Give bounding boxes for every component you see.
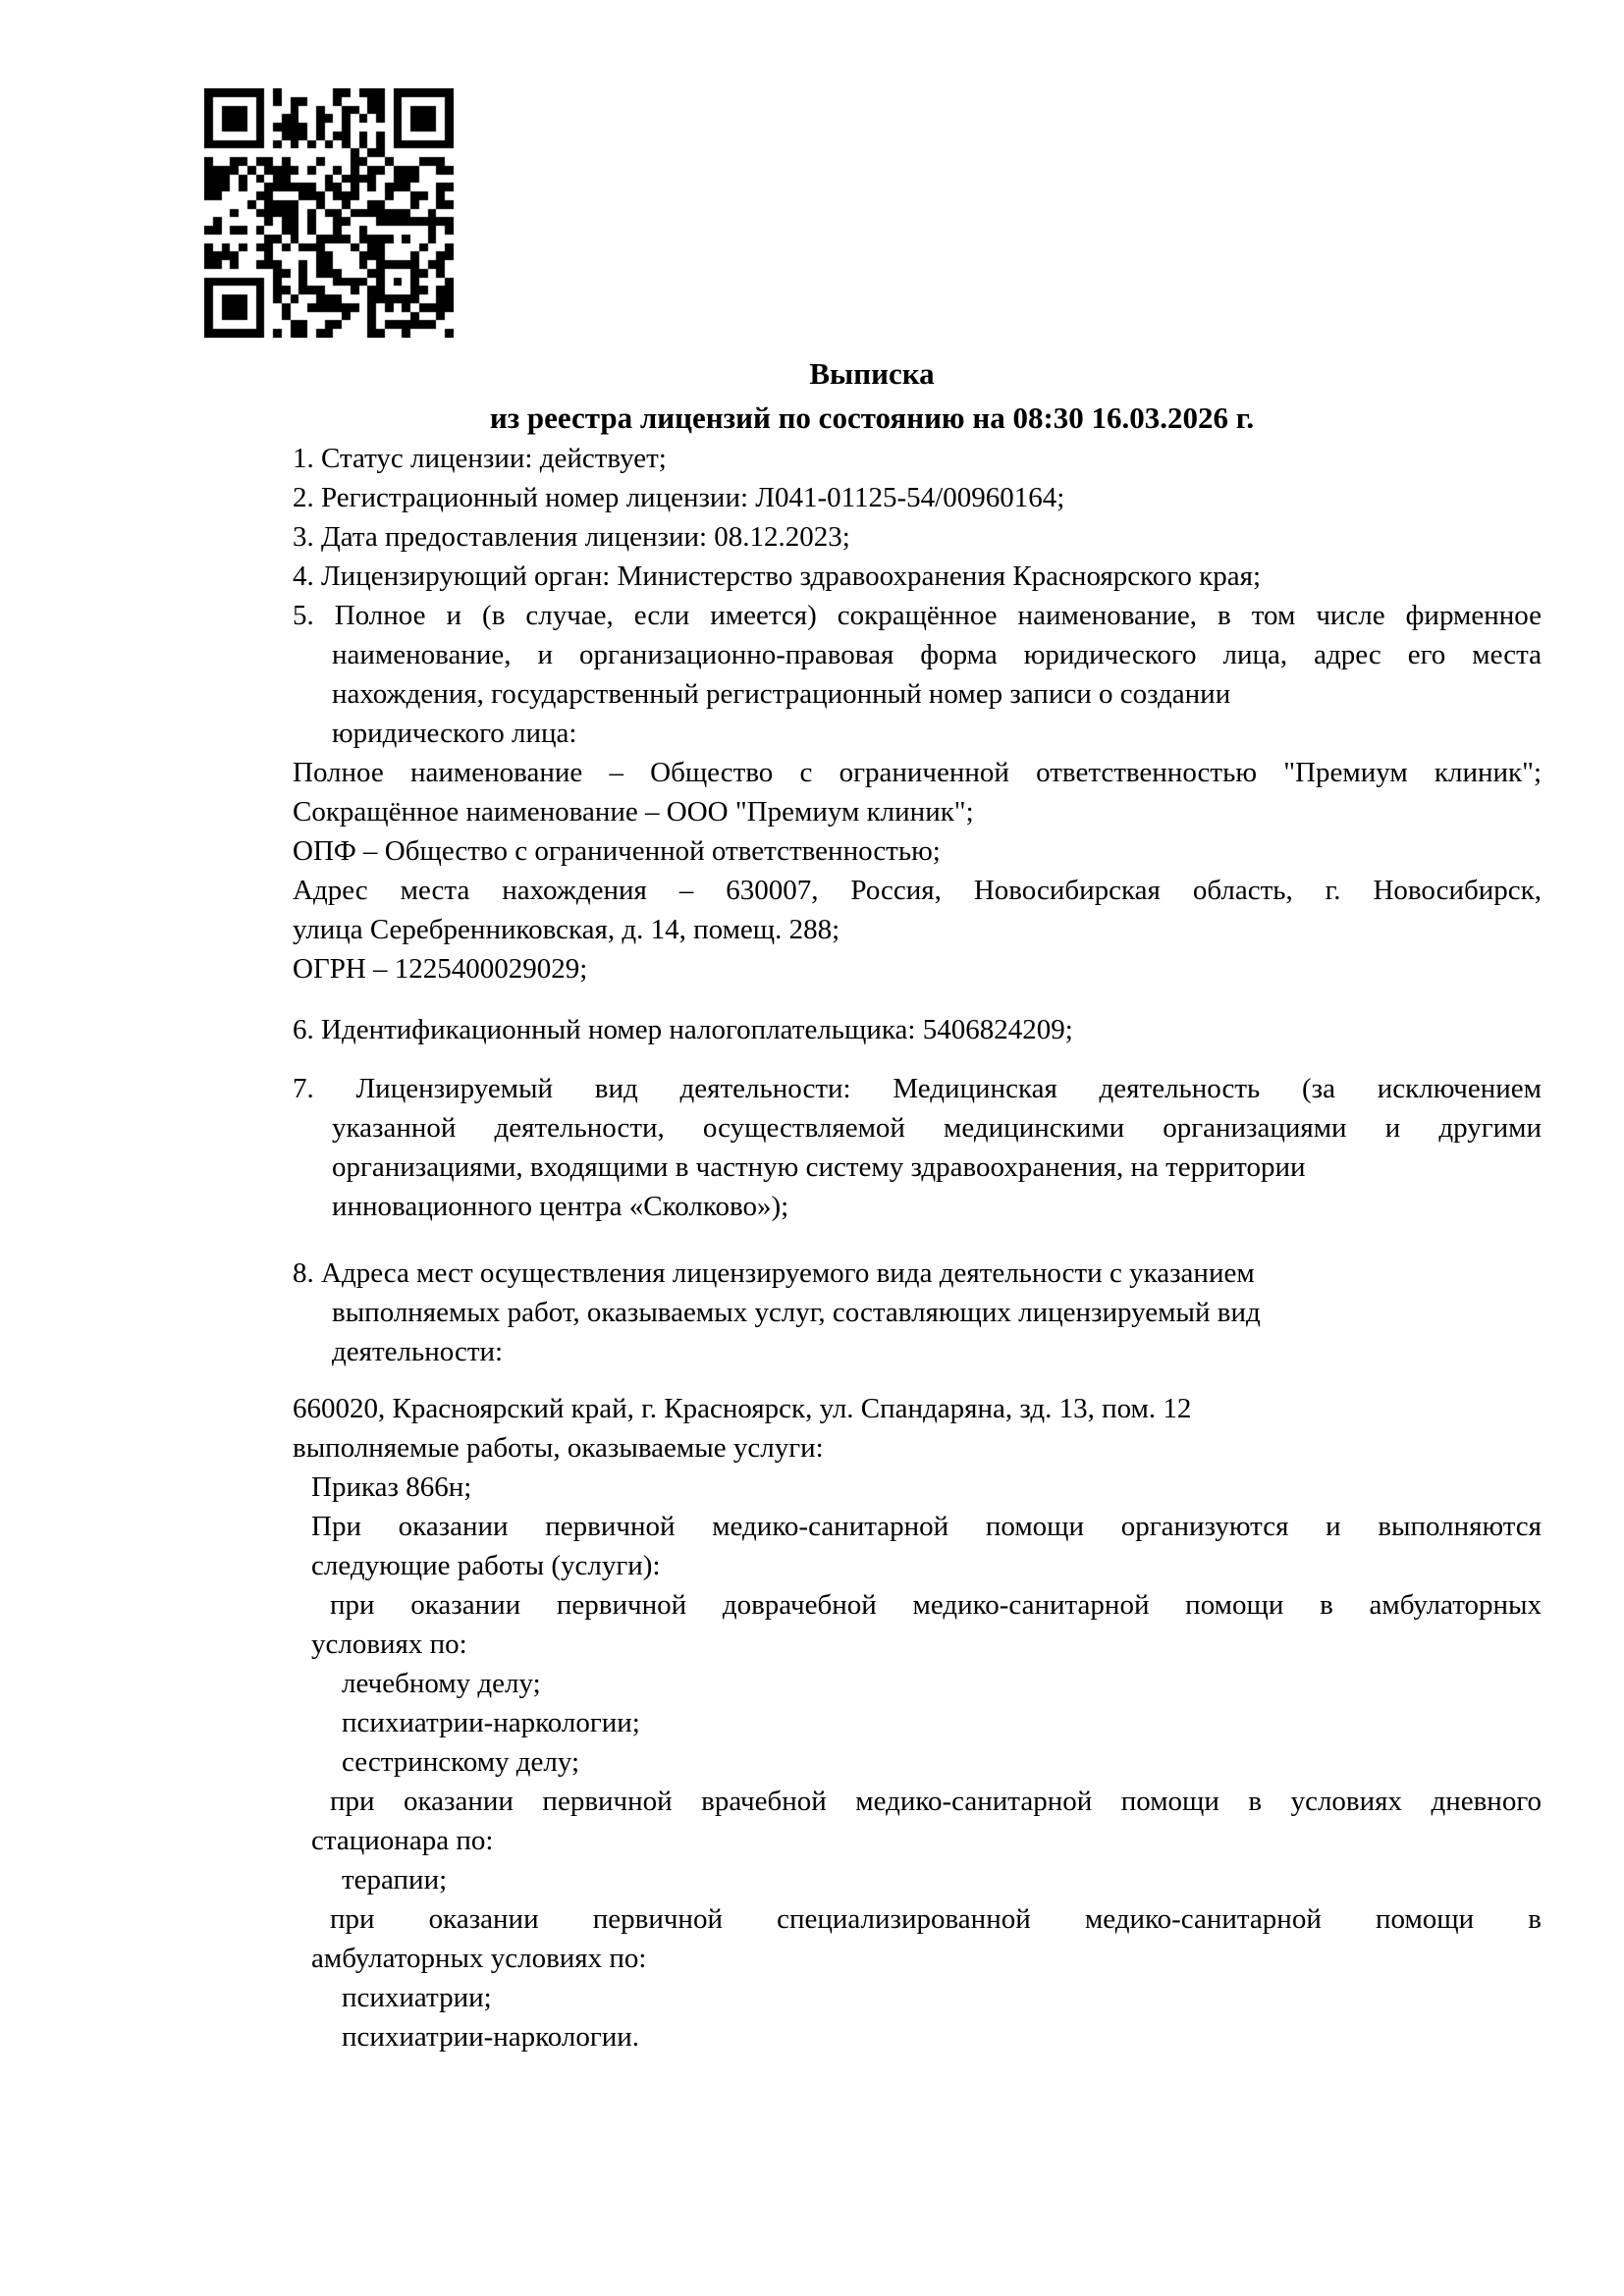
doc-line-8: юридического лица: [332, 718, 577, 749]
doc-line-20: 8. Адреса мест осуществления лицензируемого вида деятельности с указанием [293, 1257, 1255, 1289]
doc-line-24: выполняемые работы, оказываемые услуги: [293, 1432, 824, 1464]
doc-line-1: 1. Статус лицензии: действует; [293, 443, 667, 474]
doc-line-35: терапии; [342, 1864, 448, 1896]
doc-line-32: сестринскому делу; [342, 1746, 580, 1778]
title-line-1: Выписка [809, 356, 935, 391]
doc-line-29: условиях по: [311, 1629, 467, 1660]
doc-line-34: стационара по: [311, 1825, 494, 1856]
doc-line-12: Адрес места нахождения – 630007, Россия, Новосибирская область, г. Новосибирск, [293, 875, 1542, 906]
doc-line-26: При оказании первичной медико-санитарной помощи организуются и выполняются [311, 1511, 1542, 1542]
doc-line-22: деятельности: [332, 1336, 504, 1367]
doc-line-18: организациями, входящими в частную систему здравоохранения, на территории [332, 1151, 1306, 1183]
doc-line-33: при оказании первичной врачебной медико-санитарной помощи в условиях дневного [330, 1786, 1542, 1817]
doc-line-17: указанной деятельности, осуществляемой медицинскими организациями и другими [332, 1112, 1542, 1144]
doc-line-16: 7. Лицензируемый вид деятельности: Медицинская деятельность (за исключением [293, 1073, 1542, 1104]
doc-line-23: 660020, Красноярский край, г. Красноярск, ул. Спандаряна, зд. 13, пом. 12 [293, 1393, 1192, 1424]
doc-line-5: 5. Полное и (в случае, если имеется) сокращённое наименование, в том числе фирменное [293, 600, 1542, 631]
document-title [293, 351, 1542, 440]
doc-line-11: ОПФ – Общество с ограниченной ответственностью; [293, 835, 941, 867]
doc-line-38: психиатрии; [342, 1982, 492, 2013]
doc-line-14: ОГРН – 1225400029029; [293, 953, 588, 985]
doc-line-21: выполняемых работ, оказываемых услуг, составляющих лицензируемый вид [332, 1297, 1261, 1328]
doc-line-37: амбулаторных условиях по: [311, 1943, 647, 1974]
doc-line-31: психиатрии-наркологии; [342, 1707, 640, 1738]
doc-line-27: следующие работы (услуги): [311, 1550, 661, 1581]
doc-line-13: улица Серебренниковская, д. 14, помещ. 288; [293, 914, 840, 945]
doc-line-25: Приказ 866н; [311, 1471, 472, 1503]
doc-line-36: при оказании первичной специализированной медико-санитарной помощи в [330, 1903, 1542, 1935]
qr-code-icon [204, 88, 454, 338]
doc-line-19: инновационного центра «Сколково»); [332, 1191, 789, 1222]
doc-line-9: Полное наименование – Общество с ограниченной ответственностью "Премиум клиник"; [293, 757, 1542, 788]
title-line-2: из реестра лицензий по состоянию на 08:30 16.03.2026 г. [489, 400, 1255, 435]
doc-line-4: 4. Лицензирующий орган: Министерство здравоохранения Красноярского края; [293, 561, 1261, 592]
doc-line-15: 6. Идентификационный номер налогоплательщика: 5406824209; [293, 1014, 1073, 1045]
doc-line-39: психиатрии-наркологии. [342, 2021, 640, 2053]
doc-line-28: при оказании первичной доврачебной медико-санитарной помощи в амбулаторных [330, 1589, 1542, 1621]
document-body [293, 439, 1542, 2056]
doc-line-2: 2. Регистрационный номер лицензии: Л041-01125-54/00960164; [293, 482, 1065, 513]
doc-line-7: нахождения, государственный регистрационный номер записи о создании [332, 678, 1231, 710]
doc-line-30: лечебному делу; [342, 1668, 541, 1699]
doc-line-6: наименование, и организационно-правовая форма юридического лица, адрес его места [332, 639, 1542, 670]
doc-line-3: 3. Дата предоставления лицензии: 08.12.2023; [293, 521, 850, 553]
doc-line-10: Сокращённое наименование – ООО "Премиум клиник"; [293, 796, 974, 828]
